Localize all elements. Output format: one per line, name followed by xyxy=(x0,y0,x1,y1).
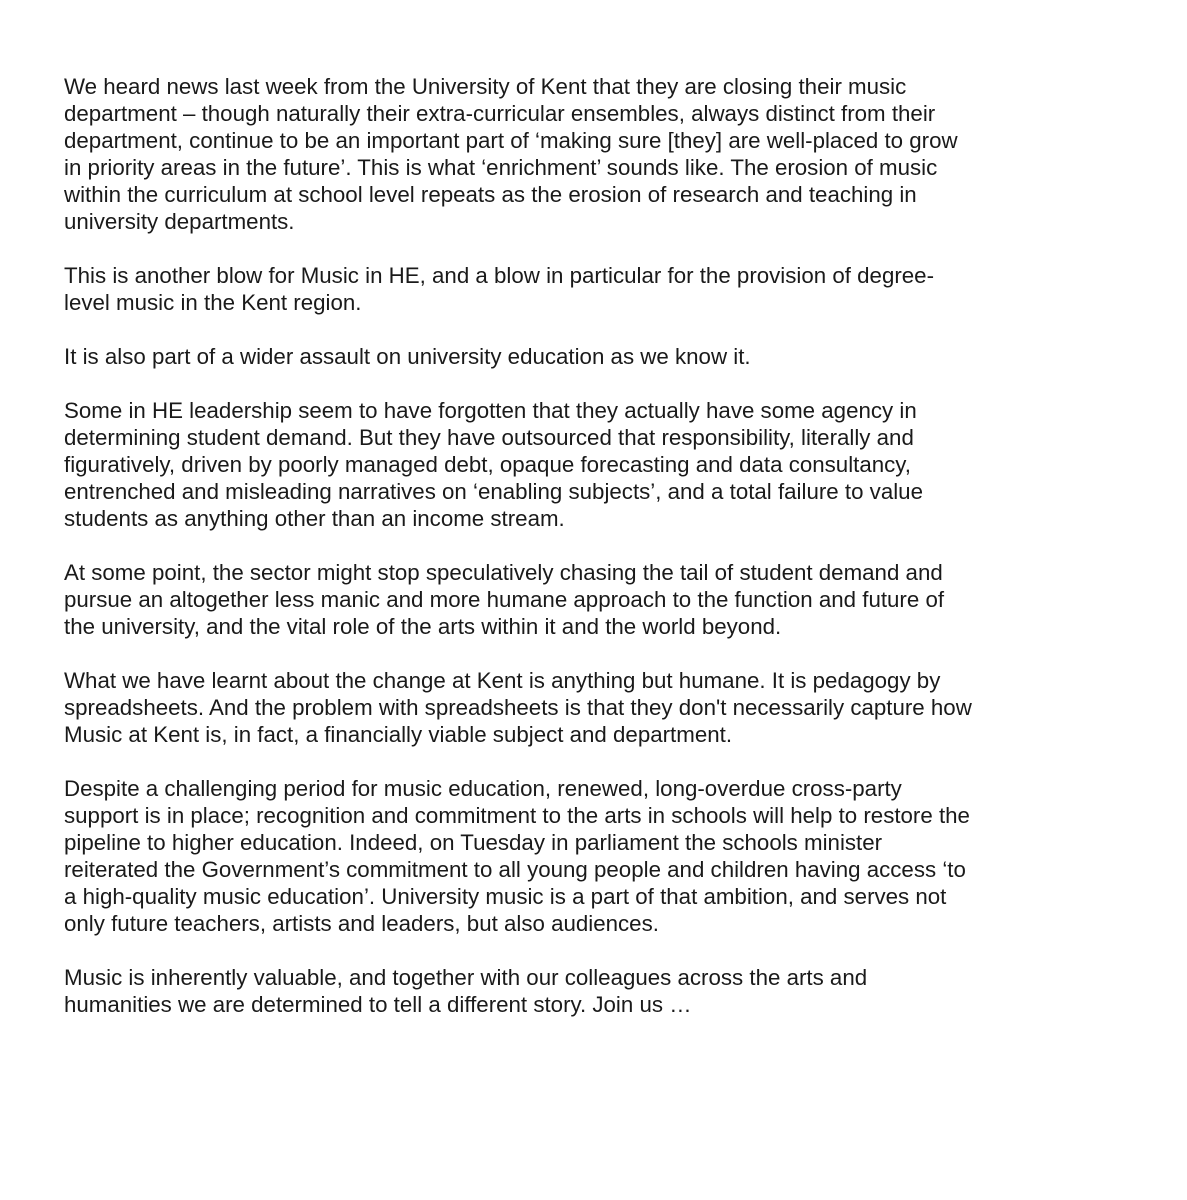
paragraph-spreadsheets: What we have learnt about the change at Kent is anything but humane. It is pedagogy by spreadsheets. And the problem with spreadsheets is that they don't necessarily capture how Music at Kent is, in fact, a financially viable subject and department. xyxy=(64,668,972,747)
statement-body xyxy=(64,73,1134,1045)
paragraph-wider-assault: It is also part of a wider assault on university education as we know it. xyxy=(64,344,751,369)
paragraph-cross-party-support: Despite a challenging period for music education, renewed, long-overdue cross-party support is in place; recognition and commitment to the arts in schools will help to restore the pipeline to higher education. Indeed, on Tuesday in parliament the schools minister reiterated the Government’s commitment to all young people and children having access ‘to a high-quality music education’. University music is a part of that ambition, and serves not only future teachers, artists and leaders, but also audiences. xyxy=(64,776,970,936)
paragraph-kent-closure: We heard news last week from the University of Kent that they are closing their music department – though naturally their extra-curricular ensembles, always distinct from their department, continue to be an important part of ‘making sure [they] are well-placed to grow in priority areas in the future’. This is what ‘enrichment’ sounds like. The erosion of music within the curriculum at school level repeats as the erosion of research and teaching in university departments. xyxy=(64,74,958,234)
paragraph-join-us: Music is inherently valuable, and together with our colleagues across the arts and humanities we are determined to tell a different story. Join us … xyxy=(64,965,868,1017)
paragraph-sector-future: At some point, the sector might stop speculatively chasing the tail of student demand and pursue an altogether less manic and more humane approach to the function and future of the university, and the vital role of the arts within it and the world beyond. xyxy=(64,560,945,639)
paragraph-he-leadership: Some in HE leadership seem to have forgotten that they actually have some agency in determining student demand. But they have outsourced that responsibility, literally and figuratively, driven by poorly managed debt, opaque forecasting and data consultancy, entrenched and misleading narratives on ‘enabling subjects’, and a total failure to value students as anything other than an income stream. xyxy=(64,398,923,531)
paragraph-blow-for-music: This is another blow for Music in HE, and a blow in particular for the provision of degree- level music in the Kent region. xyxy=(64,263,934,315)
